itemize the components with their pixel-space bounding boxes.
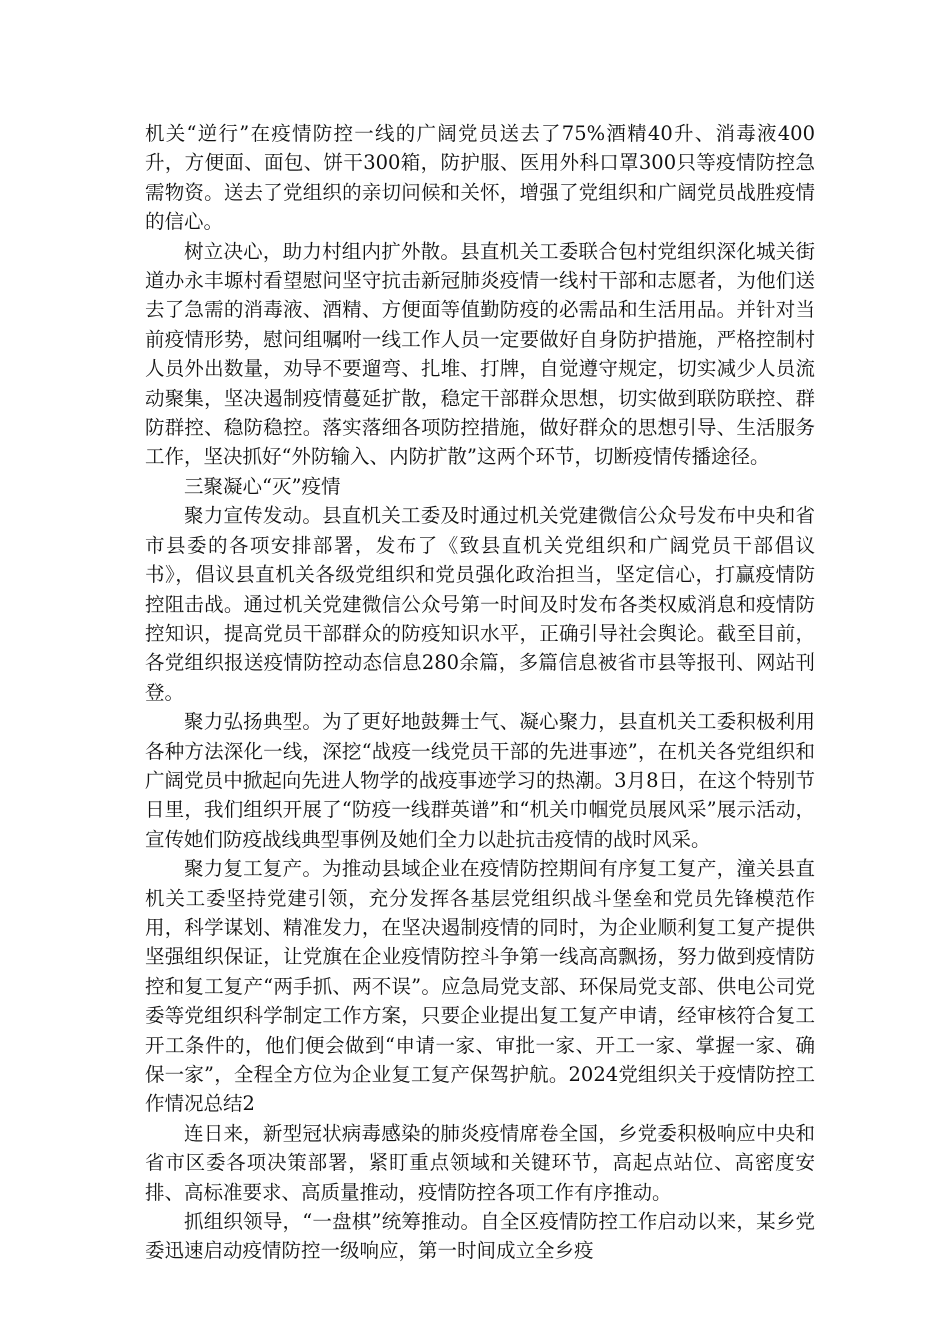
paragraph-7: 抓组织领导，“一盘棋”统筹推动。自全区疫情防控工作启动以来，某乡党委迅速启动疫情防控一级响应，第一时间成立全乡疫 <box>145 1210 815 1263</box>
paragraph-2: 树立决心，助力村组内扩外散。县直机关工委联合包村党组织深化城关街道办永丰塬村看望慰问坚守抗击新冠肺炎疫情一线村干部和志愿者，为他们送去了急需的消毒液、酒精、方便面等值勤防疫的必需品和生活用品。并针对当前疫情形势，慰问组嘱咐一线工作人员一定要做好自身防护措施，严格控制村人员外出数量，劝导不要遛弯、扎堆、打牌，自觉遵守规定，切实减少人员流动聚集，坚决遏制疫情蔓延扩散，稳定干部群众思想，切实做到联防联控、群防群控、稳防稳控。落实落细各项防控措施，做好群众的思想引导、生活服务工作，坚决抓好“外防输入、内防扩散”这两个环节，切断疫情传播途径。 <box>145 239 815 469</box>
paragraph-3: 聚力宣传发动。县直机关工委及时通过机关党建微信公众号发布中央和省市县委的各项安排部署，发布了《致县直机关党组织和广阔党员干部倡议书》，倡议县直机关各级党组织和党员强化政治担当，坚定信心，打赢疫情防控阻击战。通过机关党建微信公众号第一时间及时发布各类权威消息和疫情防控知识，提高党员干部群众的防疫知识水平，正确引导社会舆论。截至目前，各党组织报送疫情防控动态信息280余篇，多篇信息被省市县等报刊、网站刊登。 <box>145 504 815 704</box>
section-heading: 三聚凝心“灭”疫情 <box>184 474 341 498</box>
paragraph-4: 聚力弘扬典型。为了更好地鼓舞士气、凝心聚力，县直机关工委积极利用各种方法深化一线，深挖“战疫一线党员干部的先进事迹”，在机关各党组织和广阔党员中掀起向先进人物学的战疫事迹学习的热潮。3月8日，在这个特别节日里，我们组织开展了“防疫一线群英谱”和“机关巾帼党员展风采”展示活动，宣传她们防疫战线典型事例及她们全力以赴抗击疫情的战时风采。 <box>145 710 815 851</box>
document-body <box>145 119 815 1266</box>
paragraph-5: 聚力复工复产。为推动县域企业在疫情防控期间有序复工复产，潼关县直机关工委坚持党建引领，充分发挥各基层党组织战斗堡垒和党员先锋模范作用，科学谋划、精准发力，在坚决遏制疫情的同时，为企业顺利复工复产提供坚强组织保证，让党旗在企业疫情防控斗争第一线高高飘扬，努力做到疫情防控和复工复产“两手抓、两不误”。应急局党支部、环保局党支部、供电公司党委等党组织科学制定工作方案，只要企业提出复工复产申请，经审核符合复工开工条件的，他们便会做到“申请一家、审批一家、开工一家、掌握一家、确保一家”，全程全方位为企业复工复产保驾护航。2024党组织关于疫情防控工作情况总结2 <box>145 857 815 1116</box>
paragraph-1: 机关“逆行”在疫情防控一线的广阔党员送去了75%酒精40升、消毒液400升，方便面、面包、饼干300箱，防护服、医用外科口罩300只等疫情防控急需物资。送去了党组织的亲切问候和关怀，增强了党组织和广阔党员战胜疫情的信心。 <box>145 122 815 234</box>
paragraph-6: 连日来，新型冠状病毒感染的肺炎疫情席卷全国，乡党委积极响应中央和省市区委各项决策部署，紧盯重点领域和关键环节，高起点站位、高密度安排、高标准要求、高质量推动，疫情防控各项工作有序推动。 <box>145 1121 815 1204</box>
